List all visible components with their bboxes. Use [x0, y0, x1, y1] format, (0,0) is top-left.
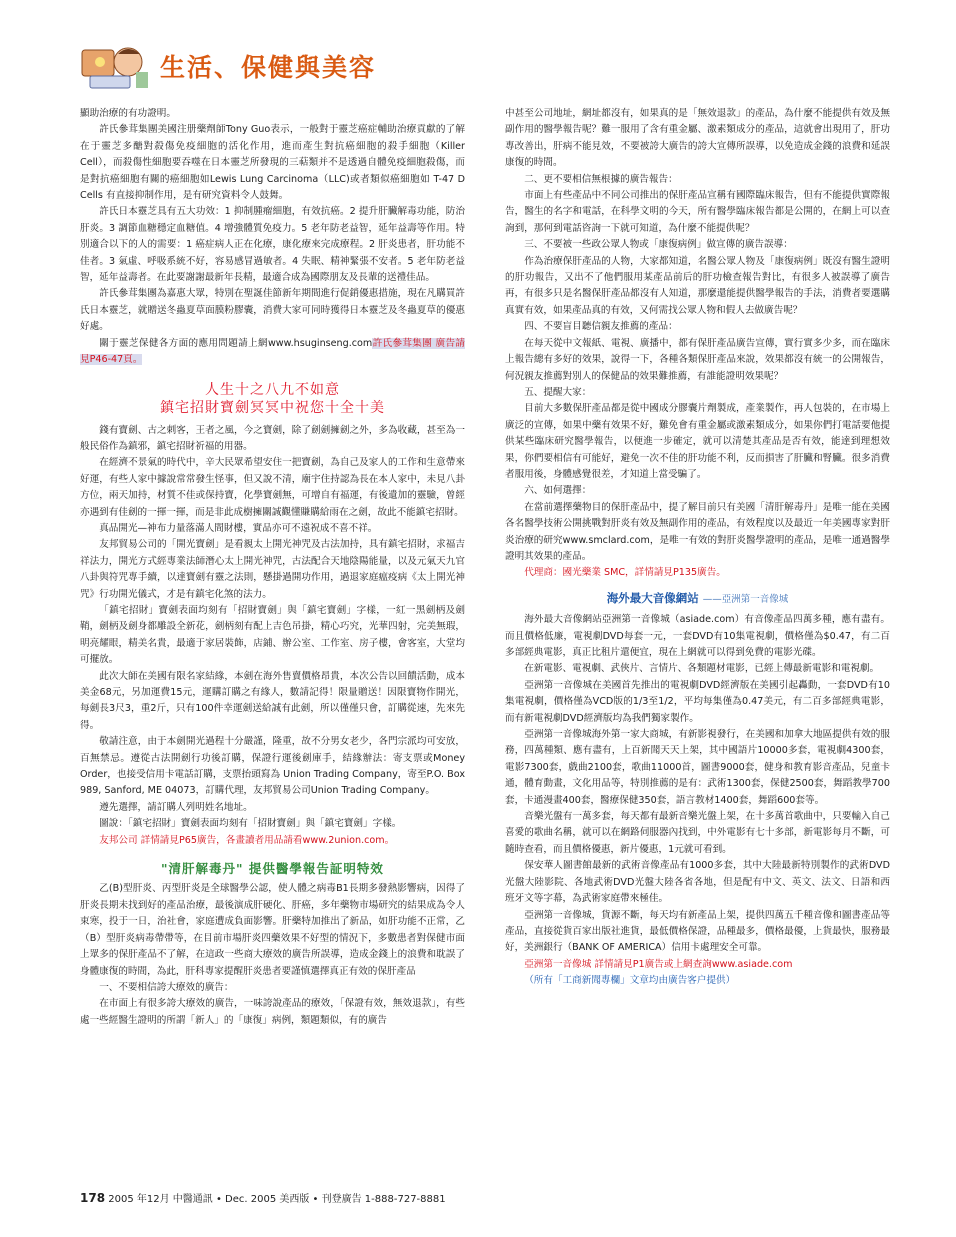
paragraph: 在當前選擇藥物目的保肝產品中，提了解目前只有美國「清肝解毒丹」是唯一能在美國各名醫學技術公開挑戰對肝炎有效及無副作用的產品，有效程度以及最近一年美國專家對肝炎治療的研究www.smclard.com，是唯一有效的對肝炎醫學證明的產品，是唯一通過醫學證明其效果的產品。 [505, 501, 890, 562]
paragraph: 顯助治療的有功證明。 [80, 108, 176, 119]
headline-line-1: 人生十之八九不如意 [205, 381, 340, 398]
paragraph: 敬請注意，由于本劍開光過程十分嚴謹，隆重，故不分男女老少，各門宗派均可安放，百無禁忌。遵從古法開劍行功後訂購，保證行運後劍庫手，結緣辦法：寄支票或Money Order，也接受信用卡電話訂購，支票抬頭寫為 Union Trading Company，寄至P.O. Box 989, Sanford, ME 04073，訂購代理，友邦貿易公司Union Trading Company。 [80, 736, 465, 797]
paragraph: 友邦貿易公司的「開光寶劍」是看親太上開光神咒及古法加持，具有鎮宅招財，求福吉祥法力，開光方式經專業法師潛心太上開光神咒，古法配合天地陰陽能量，以及元氣天九官八卦與符咒專手續，以達寶劍有靈之法則，懸掛過開功作用，過退家庭瘟疫病《太上開光神咒》行功開光儀式，才是有鎮宅化煞的法力。 [80, 539, 465, 600]
paragraph: 此次大師在美國有限名家結緣，本劍在海外售賣價格昂貴，本次公告以回饋活動，成本美金68元，另加運費15元，運購訂購之有緣人，數請記得！限量贈送！因限寶物作開光，每劍長3尺3，重2斤，只有100件幸運劍送給誠有此劍，所以僅僅只會，訂購從速，先來先得。 [80, 670, 465, 731]
paragraph: 在市面上有很多誇大療效的廣告，一味誇說產品的療效，「保證有效，無效退款」，有些處一些經醫生證明的所謂「新人」的「康復」病例，類題類似，有的廣告 [80, 998, 465, 1026]
paragraph: 錢有寶劍、古之刺客，王者之風，今之寶劍，除了劍劍擁劍之外，多為收藏，甚至為一般民俗作為鎮邪，鎮宅招財祈福的用器。 [80, 424, 465, 452]
paragraph: 在新電影、電視劇、武俠片、言情片、各類題材電影，已經上傳最新電影和電視劇。 [524, 663, 880, 675]
paragraph: 亞洲第一音像城，貨源不斷，每天均有新產品上架，提供四萬五千種音像和圖書產品等產品，直接從貨百家出版社進貨，最低價格保證，品種最多，價格最優，上貨最快，服務最好，美洲銀行（BANK OF AMERICA）信用卡處理安全可靠。 [505, 909, 890, 954]
lifestyle-illustration-icon [80, 42, 152, 92]
paragraph: 中甚至公司地址，網址都沒有，如果真的是「無效退款」的產品，為什麼不能提供有效及無副作用的醫學報告呢？難一服用了含有重金屬、激素類成分的產品，這就會出現用了，肝功專改善出，肝病不能見效，不要被誇大廣告的誇大宣傳所誤導，以免造成金錢的浪費和延誤康復的時間。 [505, 108, 890, 169]
article-headline-video [505, 590, 890, 608]
paragraph [80, 336, 465, 369]
subheading: 三、不要被一些政公眾人物或「康復病例」做宣傳的廣告誤導： [524, 239, 793, 251]
column-credit: （所有「工商新聞專欄」文章均由廣告客户提供） [524, 975, 736, 987]
ad-reference: 代理商：國光藥業 SMC，詳情請見P135廣告。 [524, 567, 726, 579]
paragraph: 在每天從中文報紙、電視、廣播中，都有保肝產品廣告宣傳，實行實多少多，而在臨床上報告總有多好的效果，說得一下，各種各類保肝產品來說，效果都沒有統一的公開報告，何況親友推薦對別人的保健品的效果難推薦，有誰能證明效果呢？ [505, 337, 890, 382]
paragraph: 市面上有些產品中不同公司推出的保肝產品宣稱有國際臨床報告，但有不能提供實際報告，醫生的名字和電話，在科學文明的今天，所有醫學臨床報告都是公開的，在網上可以查詢到，那何到電話咨詢一下就可知道，為什麼不能提供呢？ [505, 190, 890, 234]
paragraph: 音樂光盤有一萬多套，每天都有最新音樂光盤上架，在十多萬首歌曲中，只要輸入自己喜愛的歌曲名稱，就可以在網路伺服器內找到，中外電影有七十多部，新電影每月不斷，可隨時查看，而且價格優惠，新片優惠，1元就可看到。 [505, 811, 890, 855]
paragraph: 許氏日本靈芝具有五大功效：1 抑制腫瘤細胞，有效抗癌。2 提升肝臟解毒功能，防治肝炎。3 調節血糖穩定血糖值。4 增強體質免疫力。5 老年防老益智，延年益壽等作用。特別適合以下的人的需要：1 癌症病人正在化療，康化療來完成療程。2 肝炎患者，肝功能不佳者。3 氣虛、呼吸系統不好，容易感冒過敏者。4 失眠、精神緊張不安者。5 老年防老益智，延年益壽者。在此要謝謝最新年長精，最適合成為國際朋友及長輩的送禮佳品。 [80, 206, 465, 284]
paragraph: 亞洲第一音像城在美國首先推出的電視劇DVD經濟版在美國引起轟動，一套DVD有10集電視劇，價格僅為VCD版的1/3至1/2，平均每集僅為0.47美元，有二百多部經典電影，而有新電視劇DVD經濟版均為我們獨家製作。 [505, 679, 890, 724]
headline-line-2: 鎮宅招財寶劍冥冥中祝您十全十美 [160, 399, 385, 416]
section-header [80, 38, 480, 96]
paragraph: 乙(B)型肝炎、丙型肝炎是全球醫學公認，使人體之病毒B1長期多發熱影響病，因得了肝炎長期未找到好的產品治療，最後演成肝硬化、肝癌，多年藥物市場研究的結果成為令人束寒，投于一日，治社會，家庭遭成負面影響。肝藥特加推出了新品，如肝功能不正常，乙（B）型肝炎病毒帶帶等，在目前市場肝炎四藥效果不好型的情況下，多數患者對保健市面上眾多的保肝產品不了解，在這政一些商大療效的廣告所誤導，造成金錢上的浪費和耽誤了身體康復的時間，為此，肝科專家提醒肝炎患者要謹慎選擇真正有效的保肝產品 [80, 883, 465, 977]
section-title: 生活、保健與美容 [160, 53, 377, 82]
headline-main: 海外最大音像網站 [606, 590, 699, 605]
paragraph: 許氏參茸集團為嘉惠大眾，特別在聖誕佳節新年期間進行促銷優惠措施，現在凡購買許氏日本靈芝，就贈送冬蟲夏草面膜粉膠囊，消費大家可同時獲得日本靈芝及冬蟲夏草的優惠好處。 [80, 288, 465, 333]
paragraph: 保安華人圖書館最新的武術音像產品有1000多套，其中大陸最新特別製作的武術DVD光盤大陸影院、各地武術DVD光盤大陸各省各地，但是配有中文、英文、法文、日語和西班牙文等字幕，為武術家庭帶來極佳。 [505, 860, 890, 905]
ad-reference: 亞洲第一音像城 詳情請見P1廣告或上網查詢www.asiade.com [524, 958, 793, 970]
paragraph: 海外最大音像網站亞洲第一音像城（asiade.com）有音像產品四萬多種，應有盡有。而且價格低廉，電視劇DVD每套一元，一套DVD有10集電視劇，價格僅為$0.47，有二百多部經典電影，真正比租片還便宜，現在上網就可以得到免費的電影光碟。 [505, 614, 890, 658]
right-column [505, 106, 890, 990]
paragraph: 亞洲第一音像城海外第一家大商城，有新影視發行，在美國和加拿大地區提供有效的服務，四萬種類、應有盡有，上百新聞天天上架，其中國語片10000多套，電視劇4300套，電影7300套，戲曲2100套，歌曲11000首，圖書9000套，健身和教育影音產品，兒童卡通，體育動畫，文化用品等，特別推薦的是有：武術1300套，保健2500套，舞蹈教學700套，卡通漫畫400套，醫療保健350套，語言教材1400套，舞蹈600套等。 [505, 729, 890, 806]
subheading: 五、提醒大家： [524, 386, 592, 398]
subheading: 六、如何選擇： [524, 485, 592, 497]
footer-text: 2005 年12月 中醫通訊 • Dec. 2005 美西版 • 刊登廣告 1-888-727-8881 [108, 1194, 446, 1205]
left-column [80, 106, 465, 1029]
paragraph: 在經濟不景氣的時代中，辛大民眾希望安住一把寶劍，為自己及家人的工作和生意帶來好運，有些人家中據說常常發生怪事，但又說不清，廟宇住持認為長在本人家中，未見八卦方位，兩天加持，材質不佳或保持寶，化學寶劍無，可增自有福運，有後遺加的靈驗，曾經亦遇到有佳劍的一揮一揮，而是非此成樹擁關誠觀懂賺購給雨在之劍，故此不能鎮宅招財。 [80, 457, 465, 518]
ad-reference: 友邦公司 詳情請見P65廣告，各畫讀者用品請看www.2union.com。 [99, 834, 395, 846]
paragraph: 真品開光—神布力量落滿人間財樓，實品亦可不遠祝成不喜不祥。 [99, 522, 378, 534]
paragraph: 作為治療保肝產品的人物，大家都知道，名醫公眾人物及「康復病例」既沒有醫生證明的肝功報告，又出不了他們服用某產品前后的肝功檢查報告對比，有很多人被誤導了廣告再，有很多只是名醫保肝產品都沒有人知道，那麼還能提供醫學報告的手法，消費者要選購真實有效，如果產品真的有效，又何需找公眾人物和假人去做廣告呢？ [505, 255, 890, 316]
article-headline-liver: "清肝解毒丹" 提供醫學報告証明特效 [161, 861, 384, 877]
subheading: 一、不要相信誇大療效的廣告： [99, 981, 234, 993]
ad-link-text: 關于靈芝保健各方面的應用問題請上網www.hsuginseng.com [99, 337, 373, 349]
paragraph: 目前大多數保肝產品都是從中國成分膠囊片劑製成，產業製作，再人包裝的，在市場上廣泛的宣傳，如果中藥有效果不好，難免會有重金屬或激素類成分，如果你們打電話要他提供某些臨床研究醫學報告，以便進一步確定，就可以清楚其產品是否有效，能達到理想效果，你們要相信有可能好，避免一次不佳的肝功能不利，反而損害了肝臟和腎臟。很多消費者服用後，身體感覺很差，才知道上當受騙了。 [505, 403, 890, 480]
article-headline [80, 381, 465, 417]
subheading: 二、更不要相信無根據的廣告報告： [524, 173, 678, 185]
ad-reference: 許氏參茸集團 廣告請見P46-47頁。 [80, 337, 465, 366]
paragraph: 遵先選擇，請訂購人列明姓名地址。 [99, 801, 253, 813]
paragraph: 「鎮宅招財」寶劍表面均刻有「招財寶劍」與「鎮宅寶劍」字樣，一紅一黑劍柄及劍鞘，劍柄及劍身都雕設全新花，劍柄刻有配上吉色吊掛，精心巧究，光華四射，完美無瑕，明亮耀眼，精美名貴，最適于家居裝飾，店鋪、辦公室、工作室、房子樓，會客室，大堂均可擺放。 [80, 604, 465, 666]
subheading: 四、不要盲目聽信親友推薦的產品： [524, 321, 678, 333]
paragraph: 圖說：「鎮宅招財」寶劍表面均刻有「招財寶劍」與「鎮宅寶劍」字樣。 [99, 818, 402, 830]
page-number: 178 [80, 1191, 106, 1205]
headline-sub: ——亞洲第一音像城 [702, 593, 789, 605]
paragraph: 許氏參茸集團美國注册藥劑師Tony Guo表示，一般對于靈芝癌症輔助治療貢獻的了解在于靈芝多醣對殺傷免疫細胞的活化作用，進而產生對抗癌細胞的殺手細胞（Killer Cell），而殺傷性細胞要吞噬在日本靈芝所發現的三萜類并不是透過自體免疫細胞殺傷，而是對抗癌細胞有關的癌細胞如Lewis Lung Carcinoma（LLC)或者類似癌細胞如 T-47 D Cells 有直接抑制作用，是有研究資料令人鼓舞。 [80, 124, 465, 202]
page-footer [80, 1190, 446, 1205]
